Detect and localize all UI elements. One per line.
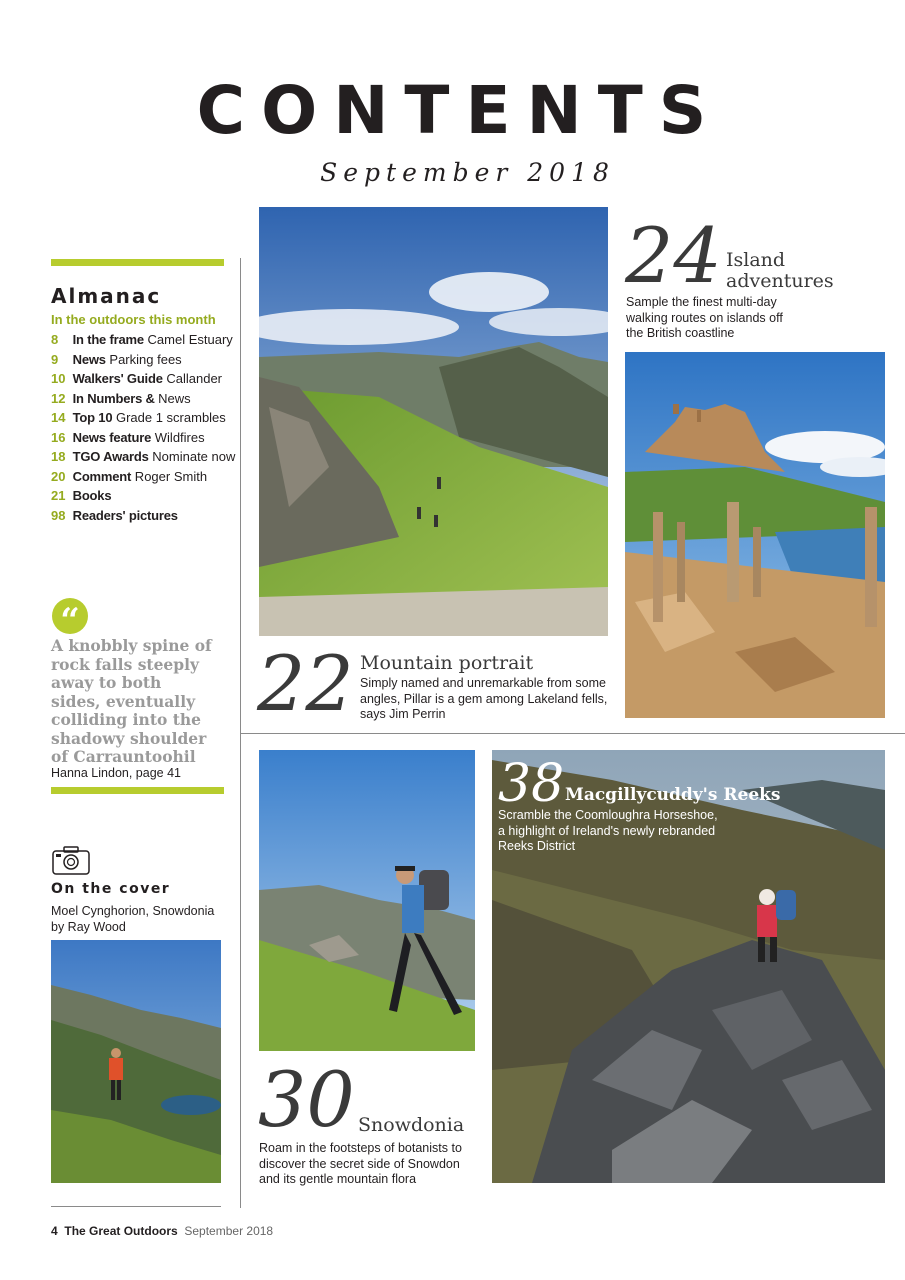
feature-22-text [360, 676, 607, 723]
almanac-item-detail: Nominate now [148, 449, 236, 464]
feature-24-line: the British coastline [626, 326, 735, 340]
almanac-item-page: 18 [51, 449, 66, 464]
pillar-photo [259, 207, 608, 636]
almanac-heading: Almanac [51, 284, 162, 308]
almanac-list [51, 330, 241, 525]
almanac-item-title: Comment [72, 468, 132, 484]
cover-credit-line2: by Ray Wood [51, 920, 126, 934]
feature-38-line: a highlight of Ireland's newly rebranded [498, 823, 716, 838]
feature-38-line: Scramble the Coomloughra Horseshoe, [498, 808, 718, 822]
almanac-item-page: 20 [51, 468, 66, 484]
almanac-item-detail: Camel Estuary [143, 332, 233, 347]
feature-30-text [259, 1141, 462, 1188]
almanac-item-detail: Roger Smith [131, 468, 208, 484]
feature-38-number: 38 [498, 754, 565, 814]
almanac-item-detail: News [158, 390, 191, 406]
feature-38-text [498, 808, 718, 855]
feature-22-line: angles, Pillar is a gem among Lakeland fells, [360, 691, 608, 706]
footer-rule [51, 1206, 221, 1207]
section-rule [240, 733, 905, 734]
almanac-item-detail: Parking fees [105, 351, 182, 367]
pull-quote-line: away to both [51, 673, 162, 692]
feature-30-line: discover the secret side of Snowdon [259, 1156, 460, 1171]
almanac-bottom-bar [51, 787, 224, 794]
almanac-item-page: 14 [51, 410, 66, 425]
almanac-item [51, 447, 241, 467]
almanac-item [51, 486, 241, 506]
quote-attribution: Hanna Lindon, page 41 [51, 766, 181, 780]
feature-22-title: Mountain portrait [360, 652, 534, 674]
feature-30-title: Snowdonia [358, 1114, 465, 1136]
almanac-top-bar [51, 259, 224, 266]
almanac-subheading: In the outdoors this month [51, 312, 216, 327]
pull-quote-line: sides, eventually [51, 691, 196, 711]
almanac-item [51, 506, 241, 526]
feature-24-title-line: adventures [726, 270, 834, 292]
almanac-item-title: News feature [72, 429, 152, 445]
almanac-item-title: In Numbers & [72, 390, 159, 406]
almanac-item-detail: Grade 1 scrambles [112, 410, 226, 425]
snowdonia-photo [259, 750, 475, 1051]
almanac-item [51, 369, 241, 389]
almanac-item-title: TGO Awards [72, 449, 149, 464]
footer-magazine: The Great Outdoors [64, 1224, 178, 1238]
page-title: CONTENTS [196, 72, 723, 149]
feature-38-title: Macgillycuddy's Reeks [565, 785, 781, 805]
feature-30-line: Roam in the footsteps of botanists to [259, 1141, 462, 1155]
almanac-item [51, 408, 241, 428]
almanac-item-page: 21 [51, 488, 66, 503]
feature-24-number: 24 [625, 211, 722, 300]
cover-heading: On the cover [51, 881, 171, 897]
almanac-item-page: 98 [51, 507, 66, 523]
almanac-item [51, 428, 241, 448]
almanac-item-title: News [72, 351, 106, 367]
footer-page-number: 4 [51, 1224, 58, 1238]
almanac-item-page: 9 [51, 351, 59, 367]
footer-issue: September 2018 [184, 1224, 274, 1238]
feature-24-title-line: Island [726, 249, 786, 271]
almanac-item-title: Books [72, 488, 112, 503]
feature-24-text [626, 295, 783, 342]
cover-photo [51, 940, 221, 1183]
pull-quote-line: shadowy shoulder [51, 728, 207, 748]
almanac-item-page: 12 [51, 390, 66, 406]
feature-24-line: walking routes on islands off [626, 310, 783, 325]
footer [51, 1224, 273, 1238]
feature-24-line: Sample the finest multi-day [626, 295, 777, 309]
almanac-item [51, 330, 241, 350]
pull-quote [51, 637, 241, 767]
almanac-item-page: 10 [51, 371, 66, 386]
pull-quote-line: rock falls steeply [51, 654, 200, 674]
almanac-item-title: Walkers' Guide [72, 371, 163, 386]
almanac-item-page: 8 [51, 332, 59, 347]
pull-quote-line: of Carrauntoohil [51, 747, 196, 766]
almanac-item-title: Readers' pictures [72, 507, 178, 523]
almanac-item-title: Top 10 [72, 410, 113, 425]
feature-30-number: 30 [258, 1055, 355, 1144]
almanac-item [51, 350, 241, 370]
issue-date: September 2018 [320, 158, 615, 187]
feature-30-line: and its gentle mountain flora [259, 1172, 417, 1186]
feature-38-line: Reeks District [498, 839, 576, 853]
camera-icon [52, 845, 90, 880]
island-photo [625, 352, 885, 718]
feature-22-line: says Jim Perrin [360, 707, 446, 721]
pull-quote-line: colliding into the [51, 710, 202, 729]
almanac-item-detail: Callander [162, 371, 223, 386]
feature-22-number: 22 [257, 639, 354, 728]
almanac-item-title: In the frame [72, 332, 144, 347]
almanac-item [51, 467, 241, 487]
almanac-item [51, 389, 241, 409]
quote-icon: “ [52, 598, 88, 634]
pull-quote-line: A knobbly spine of [51, 636, 212, 655]
almanac-item-page: 16 [51, 429, 66, 445]
almanac-item-detail: Wildfires [151, 429, 205, 445]
feature-24-title [726, 250, 834, 292]
feature-22-line: Simply named and unremarkable from some [360, 676, 606, 690]
cover-credit-line1: Moel Cynghorion, Snowdonia [51, 904, 215, 918]
